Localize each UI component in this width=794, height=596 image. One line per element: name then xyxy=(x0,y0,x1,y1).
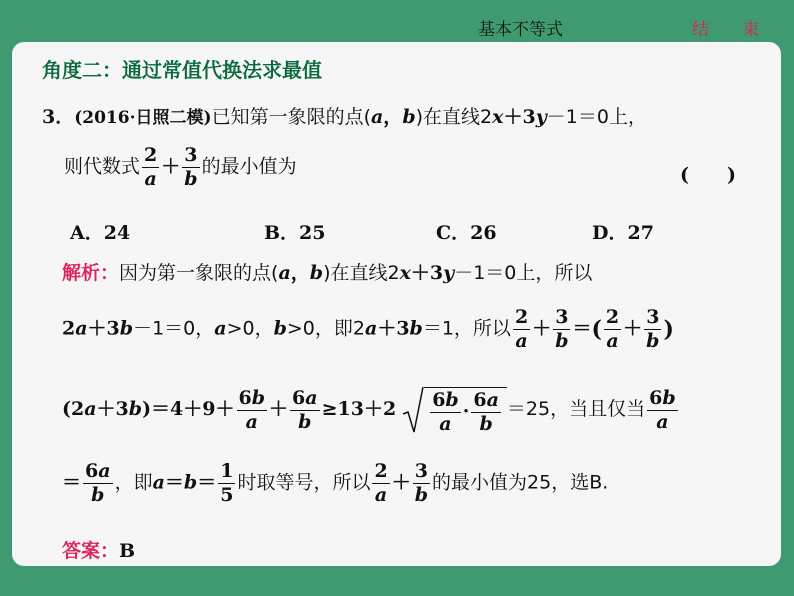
solution-line-4: ＝ $\frac{6a}{b}$ ，即a＝b＝ $\frac{1}{5}$ 时取等号，所以 $\frac{2}{a}$ ＋ $\frac{3}{b}$ 的最小值为25，选B. xyxy=(62,460,609,506)
option-c[interactable]: C．26 xyxy=(436,222,497,244)
sqrt-icon xyxy=(402,386,424,434)
question-number: 3． xyxy=(42,106,75,128)
fraction-2-over-a: $\frac{2}{a}$ xyxy=(144,144,158,190)
question-source: (2016·日照二模) xyxy=(74,108,212,128)
slide-content xyxy=(12,42,781,566)
question-line-1: 3．(2016·日照二模)已知第一象限的点(a，b)在直线2x＋3y－1＝0上， xyxy=(42,106,647,128)
option-a[interactable]: A．24 xyxy=(70,222,131,244)
question-line-2: 则代数式 $\frac{2}{a}$ ＋ $\frac{3}{b}$ 的最小值为 xyxy=(64,144,297,190)
solution-line-2: 2a＋3b－1＝0，a>0，b>0，即2a＋3b＝1，所以 $\frac{2}{a}$ ＋ $\frac{3}{b}$ ＝( $\frac{2}{a}$ ＋ $\frac{3}{b}$ ) xyxy=(62,306,674,352)
option-d[interactable]: D．27 xyxy=(592,222,654,244)
answer-blank: ( ) xyxy=(680,164,736,186)
fraction-3-over-b: $\frac{3}{b}$ xyxy=(184,144,198,190)
solution-line-3: (2a＋3b)＝4＋9＋ $\frac{6b}{a}$ ＋ $\frac{6a}{b}$ ≥13＋2 $\frac{6b}{a}$ · $\frac{6a}{b}$ ＝25，当且仅当 $\frac{6b}{a}$ xyxy=(62,386,676,435)
solution-line-1: 解析：因为第一象限的点(a，b)在直线2x＋3y－1＝0上，所以 xyxy=(62,262,593,284)
answer-label: 答案： xyxy=(62,540,120,562)
option-b[interactable]: B．25 xyxy=(264,222,326,244)
page-header-title: 基本不等式 xyxy=(478,20,563,40)
answer-value: B xyxy=(119,540,136,562)
end-button[interactable]: 结 束 xyxy=(692,20,774,40)
solution-label: 解析： xyxy=(62,262,120,284)
answer-line xyxy=(62,536,135,563)
section-title: 角度二：通过常值代换法求最值 xyxy=(42,58,322,82)
